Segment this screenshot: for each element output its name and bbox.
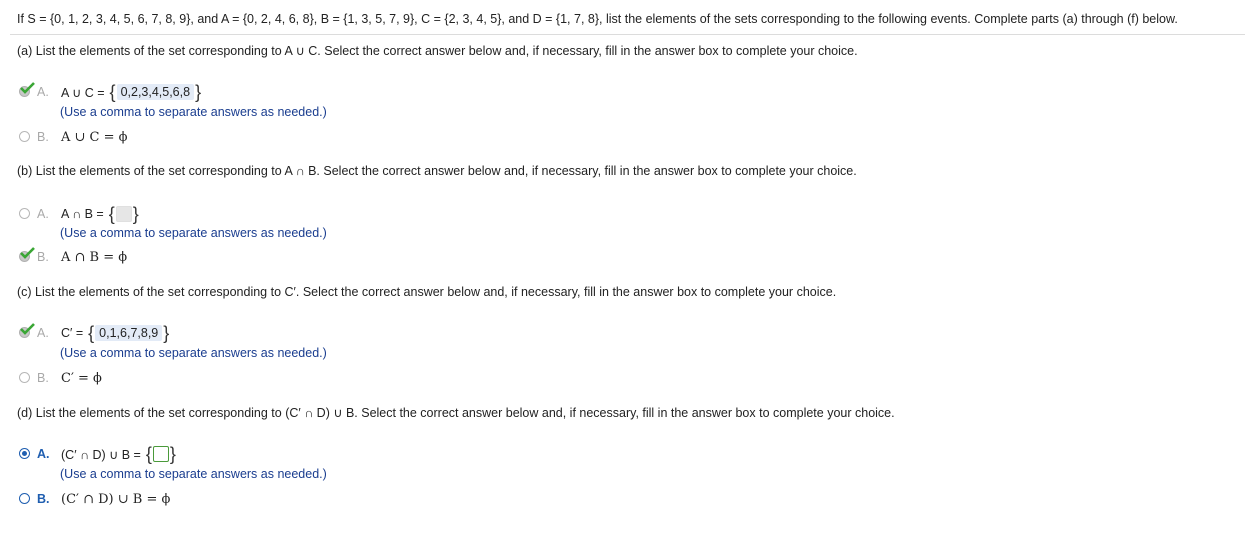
choice-a-A[interactable] — [17, 82, 201, 102]
close-brace: } — [169, 444, 176, 464]
close-brace: } — [163, 323, 170, 343]
hint-text: (Use a comma to separate answers as needed.) — [60, 346, 327, 360]
checkmark-icon — [20, 247, 35, 259]
answer-box-d[interactable] — [153, 446, 169, 462]
option-letter: A. — [37, 85, 49, 99]
set-expression: (C′ ∩ D) ∪ B = ϕ — [61, 491, 171, 507]
option-letter: B. — [37, 250, 49, 264]
set-expression: C′ = — [61, 326, 84, 340]
choice-c-A[interactable] — [17, 323, 169, 343]
close-brace: } — [195, 82, 202, 102]
radio-a-A[interactable] — [17, 84, 33, 100]
checkmark-icon — [20, 82, 35, 94]
answer-box-a[interactable]: 0,2,3,4,5,6,8 — [117, 84, 195, 100]
option-letter: B. — [37, 130, 49, 144]
radio-c-B[interactable] — [17, 370, 33, 386]
option-letter: A. — [37, 447, 50, 461]
radio-d-A[interactable] — [17, 446, 33, 462]
set-expression: (C′ ∩ D) ∪ B = — [61, 447, 141, 462]
question-d: (d) List the elements of the set corresponding to (C′ ∩ D) ∪ B. Select the correct answer below and, if necessary, fill in the answer box to complete your choice. — [17, 406, 895, 420]
choice-a-B[interactable] — [17, 127, 128, 147]
radio-b-B[interactable] — [17, 249, 33, 265]
choice-c-B[interactable] — [17, 368, 102, 388]
option-letter: A. — [37, 207, 49, 221]
set-expression: A ∪ C = — [61, 85, 105, 100]
choice-b-A[interactable] — [17, 204, 139, 224]
set-expression: A ∩ B = ϕ — [61, 249, 128, 265]
divider — [10, 34, 1245, 35]
question-c: (c) List the elements of the set corresponding to C′. Select the correct answer below and, if necessary, fill in the answer box to complete your choice. — [17, 285, 837, 299]
open-brace: { — [83, 323, 95, 343]
radio-b-A[interactable] — [17, 206, 33, 222]
radio-d-B[interactable] — [17, 491, 33, 507]
choice-d-B[interactable] — [17, 489, 170, 509]
hint-text: (Use a comma to separate answers as needed.) — [60, 467, 327, 481]
option-letter: B. — [37, 371, 49, 385]
radio-a-B[interactable] — [17, 129, 33, 145]
set-expression: A ∩ B = — [61, 207, 104, 221]
radio-c-A[interactable] — [17, 325, 33, 341]
option-letter: B. — [37, 492, 50, 506]
choice-b-B[interactable] — [17, 247, 127, 267]
problem-statement: If S = {0, 1, 2, 3, 4, 5, 6, 7, 8, 9}, and A = {0, 2, 4, 6, 8}, B = {1, 3, 5, 7, 9}, C = {2, 3, 4, 5}, and D = {1, 7, 8}, list the elements of the sets corresponding to the following events. Complete parts (a) through (f) below. — [17, 12, 1178, 26]
answer-box-b[interactable] — [116, 206, 132, 222]
open-brace: { — [104, 82, 116, 102]
set-expression: A ∪ C = ϕ — [61, 129, 128, 145]
choice-d-A[interactable] — [17, 444, 176, 464]
hint-text: (Use a comma to separate answers as needed.) — [60, 105, 327, 119]
close-brace: } — [132, 204, 139, 224]
open-brace: { — [140, 444, 152, 464]
question-b: (b) List the elements of the set corresponding to A ∩ B. Select the correct answer below and, if necessary, fill in the answer box to complete your choice. — [17, 164, 857, 178]
open-brace: { — [103, 204, 115, 224]
question-a: (a) List the elements of the set corresponding to A ∪ C. Select the correct answer below and, if necessary, fill in the answer box to complete your choice. — [17, 44, 858, 58]
set-expression: C′ = ϕ — [61, 370, 102, 386]
answer-box-c[interactable]: 0,1,6,7,8,9 — [95, 325, 162, 341]
hint-text: (Use a comma to separate answers as needed.) — [60, 226, 327, 240]
checkmark-icon — [20, 323, 35, 335]
option-letter: A. — [37, 326, 49, 340]
